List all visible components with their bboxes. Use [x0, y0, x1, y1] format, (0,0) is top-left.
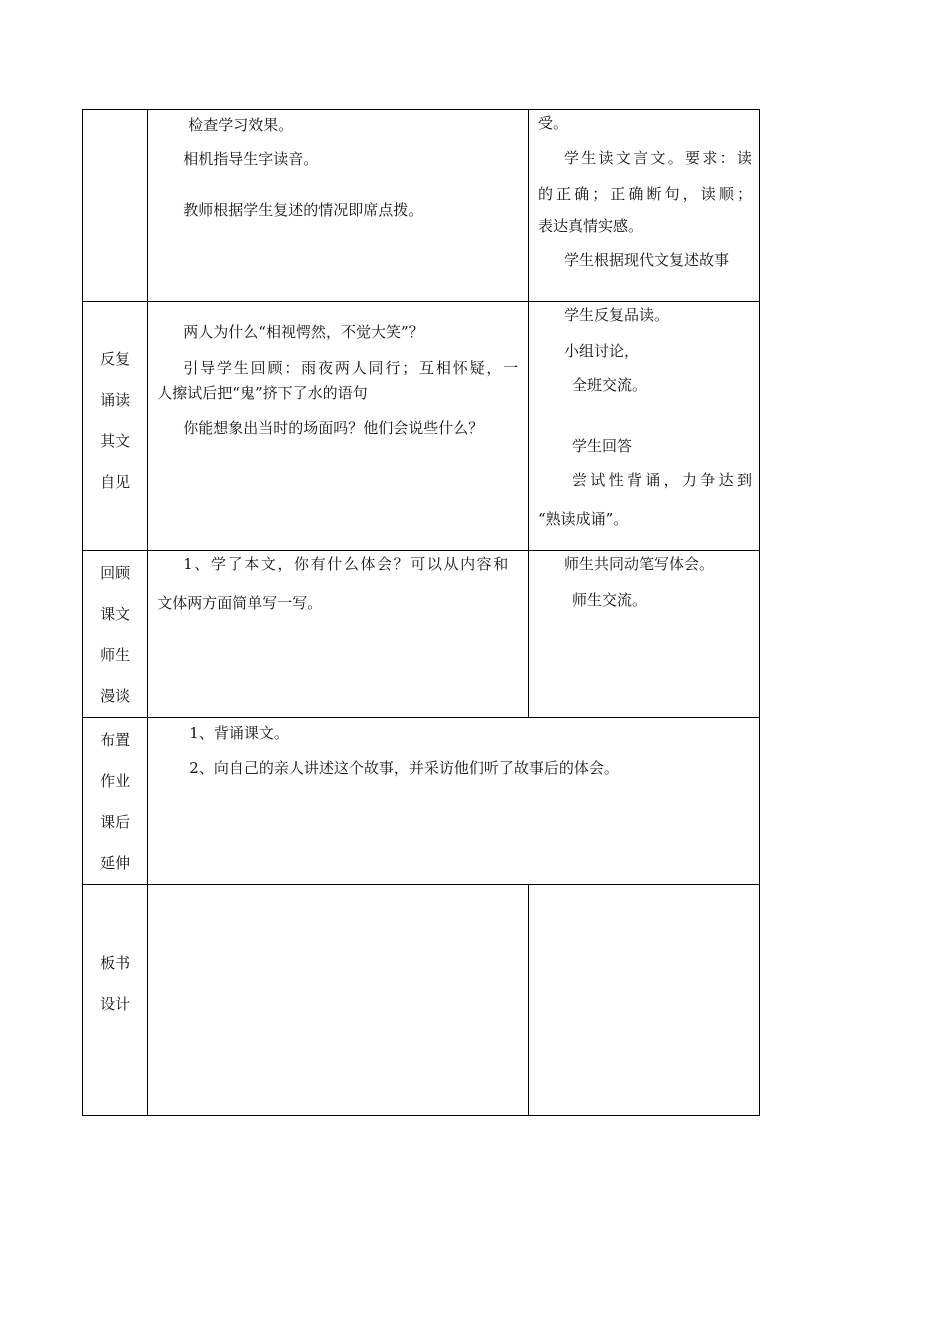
row-label-line: 自见 [100, 473, 131, 491]
teacher-activity-cell [148, 302, 529, 551]
text-line: 你能想象出当时的场面吗？他们会说些什么？ [183, 419, 484, 437]
table-row [83, 551, 760, 718]
lesson-plan-table [82, 109, 760, 1116]
student-activity-cell [528, 302, 759, 551]
student-activity-cell [528, 551, 759, 718]
board-design-cell [528, 885, 759, 1116]
text-line: 文体两方面简单写一写。 [157, 594, 323, 612]
text-line: 尝试性背诵，力争达到 [571, 471, 752, 489]
row-label-cell [83, 718, 148, 885]
row-label-line: 课后 [100, 813, 131, 831]
row-label-line: 诵读 [100, 391, 131, 409]
text-line: 相机指导生字读音。 [183, 150, 319, 168]
text-line: 小组讨论， [563, 342, 639, 360]
text-line: 师生共同动笔写体会。 [563, 555, 714, 573]
table-row [83, 718, 760, 885]
row-label-line: 其文 [100, 432, 131, 450]
table-row [83, 110, 760, 302]
row-label-cell [83, 302, 148, 551]
text-line: 学生读文言文。要求：读 [563, 149, 752, 167]
student-activity-cell [528, 110, 759, 302]
text-line: 检查学习效果。 [188, 116, 294, 134]
row-label-line: 布置 [100, 731, 131, 749]
row-label-line: 课文 [100, 605, 131, 623]
text-line: 学生根据现代文复述故事 [563, 251, 729, 269]
text-line: 师生交流。 [571, 591, 647, 609]
text-line: 人擦试后把“鬼”挤下了水的语句 [157, 384, 368, 402]
board-design-cell [148, 885, 529, 1116]
text-line: “熟读成诵”。 [537, 510, 629, 528]
row-label-line: 作业 [100, 772, 131, 790]
row-label-cell [83, 110, 148, 302]
text-line: 学生回答 [571, 437, 632, 455]
table-row [83, 302, 760, 551]
text-line: 2、向自己的亲人讲述这个故事，并采访他们听了故事后的体会。 [189, 759, 619, 777]
row-label-cell [83, 551, 148, 718]
text-line: 受。 [537, 114, 568, 132]
text-line: 的正确；正确断句，读顺； [537, 185, 752, 203]
teacher-activity-cell [148, 110, 529, 302]
text-line: 教师根据学生复述的情况即席点拨。 [183, 201, 424, 219]
row-label-line: 板书 [100, 954, 131, 972]
table-row [83, 885, 760, 1116]
text-line: 全班交流。 [571, 376, 647, 394]
homework-cell [148, 718, 760, 885]
text-line: 引导学生回顾：雨夜两人同行；互相怀疑，一 [183, 359, 519, 377]
row-label-line: 漫谈 [100, 687, 131, 705]
text-line: 学生反复品读。 [563, 306, 669, 324]
row-label-line: 师生 [100, 646, 131, 664]
text-line: 1、背诵课文。 [189, 724, 289, 742]
text-line: 1、学了本文，你有什么体会？可以从内容和 [183, 555, 509, 573]
row-label-cell [83, 885, 148, 1116]
row-label-line: 设计 [100, 995, 131, 1013]
row-label-line: 回顾 [100, 564, 131, 582]
teacher-activity-cell [148, 551, 529, 718]
text-line: 表达真情实感。 [537, 217, 643, 235]
row-label-line: 反复 [100, 350, 131, 368]
text-line: 两人为什么“相视愕然，不觉大笑”？ [183, 323, 424, 341]
row-label-line: 延伸 [100, 854, 131, 872]
